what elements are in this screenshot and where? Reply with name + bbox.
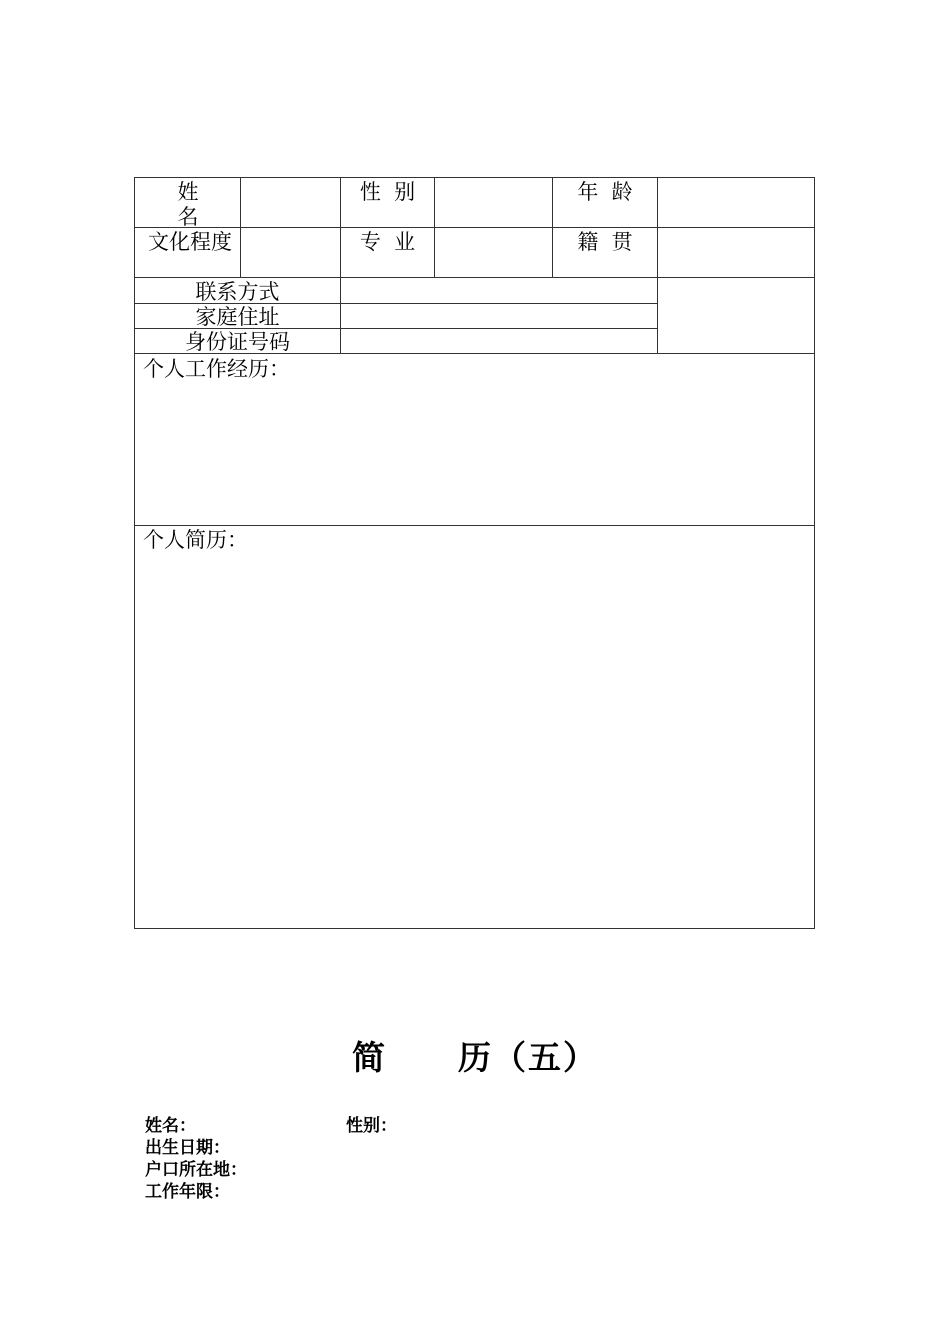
table-border-right <box>814 177 815 929</box>
resume5-hukou-label: 户口所在地： <box>145 1160 247 1180</box>
major-label: 专 业 <box>359 230 416 254</box>
age-label: 年 龄 <box>577 180 633 204</box>
gender-label: 性 别 <box>359 180 416 204</box>
name-label: 姓名 <box>177 180 199 229</box>
work-experience-area[interactable] <box>135 382 814 525</box>
resume5-birth-label: 出生日期： <box>145 1138 230 1158</box>
address-value-cell[interactable] <box>341 304 657 328</box>
resume5-gender-label: 性别： <box>346 1116 397 1136</box>
resume5-title-right: 历（五） <box>458 1038 598 1077</box>
id-number-label: 身份证号码 <box>185 330 290 354</box>
id-number-value-cell[interactable] <box>341 329 657 353</box>
education-label: 文化程度 <box>148 230 232 254</box>
contact-value-cell[interactable] <box>341 278 657 303</box>
photo-cell[interactable] <box>658 278 814 353</box>
work-experience-label: 个人工作经历： <box>143 357 290 381</box>
age-value-cell[interactable] <box>658 178 814 227</box>
resume5-work-years-label: 工作年限： <box>145 1182 230 1202</box>
contact-label: 联系方式 <box>195 280 280 304</box>
major-value-cell[interactable] <box>435 228 552 277</box>
name-value-cell[interactable] <box>241 178 340 227</box>
address-label: 家庭住址 <box>195 305 280 329</box>
resume5-name-label: 姓名： <box>145 1116 196 1136</box>
education-value-cell[interactable] <box>241 228 340 277</box>
resume-area[interactable] <box>135 554 814 928</box>
resume5-title-left: 简 <box>352 1038 387 1077</box>
native-place-label: 籍 贯 <box>577 230 633 254</box>
native-place-value-cell[interactable] <box>658 228 814 277</box>
table-border-bottom <box>134 928 815 929</box>
gender-value-cell[interactable] <box>435 178 552 227</box>
resume-label: 个人简历： <box>143 528 248 552</box>
table-rule <box>134 525 815 526</box>
